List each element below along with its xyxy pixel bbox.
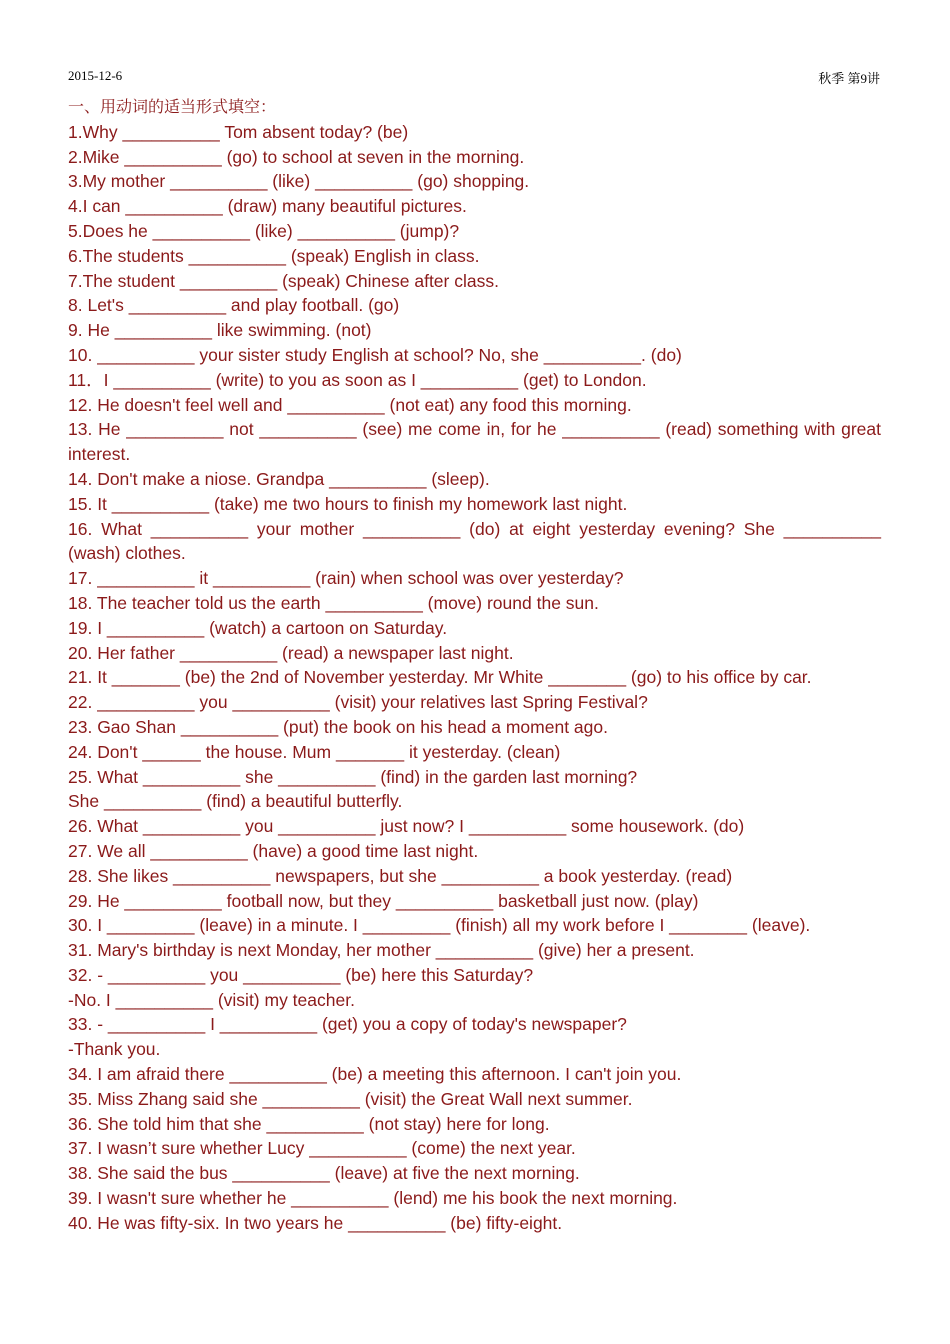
exercise-line: 36. She told him that she __________ (not stay) here for long.: [68, 1113, 550, 1134]
exercise-line: 28. She likes __________ newspapers, but she __________ a book yesterday. (read): [68, 865, 733, 886]
exercise-line: 33. - __________ I __________ (get) you a copy of today's newspaper?: [68, 1014, 627, 1035]
exercise-line: 39. I wasn't sure whether he __________ (lend) me his book the next morning.: [68, 1188, 678, 1209]
section-title: 一、用动词的适当形式填空：: [68, 97, 277, 116]
exercise-line: She __________ (find) a beautiful butterfly.: [68, 791, 403, 812]
exercise-line: 22. __________ you __________ (visit) your relatives last Spring Festival?: [68, 692, 648, 713]
exercise-line: 35. Miss Zhang said she __________ (visit) the Great Wall next summer.: [68, 1088, 633, 1109]
exercise-line: -No. I __________ (visit) my teacher.: [68, 989, 355, 1010]
exercise-line: 12. He doesn't feel well and __________ (not eat) any food this morning.: [68, 394, 632, 415]
exercise-line: 24. Don't ______ the house. Mum _______ it yesterday. (clean): [68, 741, 561, 762]
exercise-line: 9. He __________ like swimming. (not): [68, 320, 372, 341]
exercise-line: 19. I __________ (watch) a cartoon on Saturday.: [68, 617, 448, 638]
exercise-line: 23. Gao Shan __________ (put) the book on his head a moment ago.: [68, 716, 608, 737]
exercise-line: 2.Mike __________ (go) to school at seven in the morning.: [68, 146, 525, 167]
exercise-line: 1.Why __________ Tom absent today? (be): [68, 121, 409, 142]
exercise-line: 26. What __________ you __________ just now? I __________ some housework. (do): [68, 816, 745, 837]
exercise-line: 25. What __________ she __________ (find) in the garden last morning?: [68, 766, 638, 787]
exercise-line: 31. Mary's birthday is next Monday, her mother __________ (give) her a present.: [68, 940, 695, 961]
exercise-line: -Thank you.: [68, 1039, 161, 1060]
exercise-line: 38. She said the bus __________ (leave) at five the next morning.: [68, 1163, 580, 1184]
exercise-line: 8. Let's __________ and play football. (go): [68, 295, 400, 316]
header-date: 2015-12-6: [68, 68, 123, 83]
exercise-line: 4.I can __________ (draw) many beautiful pictures.: [68, 196, 467, 217]
exercise-line: 34. I am afraid there __________ (be) a meeting this afternoon. I can't join you.: [68, 1064, 682, 1085]
exercise-line: 10. __________ your sister study English at school? No, she __________. (do): [68, 344, 682, 365]
exercise-line: 17. __________ it __________ (rain) when school was over yesterday?: [68, 568, 624, 589]
exercise-line: 11．I __________ (write) to you as soon as I __________ (get) to London.: [68, 369, 647, 390]
exercise-line: 5.Does he __________ (like) __________ (jump)?: [68, 220, 460, 241]
header-course: 秋季 第9讲: [818, 71, 880, 86]
exercise-line: 3.My mother __________ (like) __________ (go) shopping.: [68, 171, 530, 192]
exercise-line: 15. It __________ (take) me two hours to finish my homework last night.: [68, 493, 628, 514]
exercise-line: 29. He __________ football now, but they __________ basketball just now. (play): [68, 890, 699, 911]
exercise-line: 37. I wasn’t sure whether Lucy __________ (come) the next year.: [68, 1138, 576, 1159]
exercise-line: 21. It _______ (be) the 2nd of November yesterday. Mr White ________ (go) to his office by car.: [68, 667, 812, 688]
exercise-line: 6.The students __________ (speak) English in class.: [68, 245, 480, 266]
exercise-line: 7.The student __________ (speak) Chinese after class.: [68, 270, 499, 291]
exercise-line: 18. The teacher told us the earth __________ (move) round the sun.: [68, 592, 599, 613]
exercise-line: 30. I _________ (leave) in a minute. I _________ (finish) all my work before I ________ (leave).: [68, 915, 811, 936]
exercise-line: 13. He __________ not __________ (see) me come in, for he __________ (read) something with great interest.: [68, 419, 881, 465]
exercise-line: 14. Don't make a niose. Grandpa __________ (sleep).: [68, 468, 490, 489]
exercise-content: [68, 95, 881, 1236]
exercise-line: 27. We all __________ (have) a good time last night.: [68, 840, 479, 861]
exercise-line: 16. What __________ your mother __________ (do) at eight yesterday evening? She __________ (wash) clothes.: [68, 518, 881, 564]
exercise-line: 32. - __________ you __________ (be) here this Saturday?: [68, 964, 534, 985]
exercise-line: 20. Her father __________ (read) a newspaper last night.: [68, 642, 514, 663]
exercise-line: 40. He was fifty-six. In two years he __________ (be) fifty-eight.: [68, 1212, 563, 1233]
